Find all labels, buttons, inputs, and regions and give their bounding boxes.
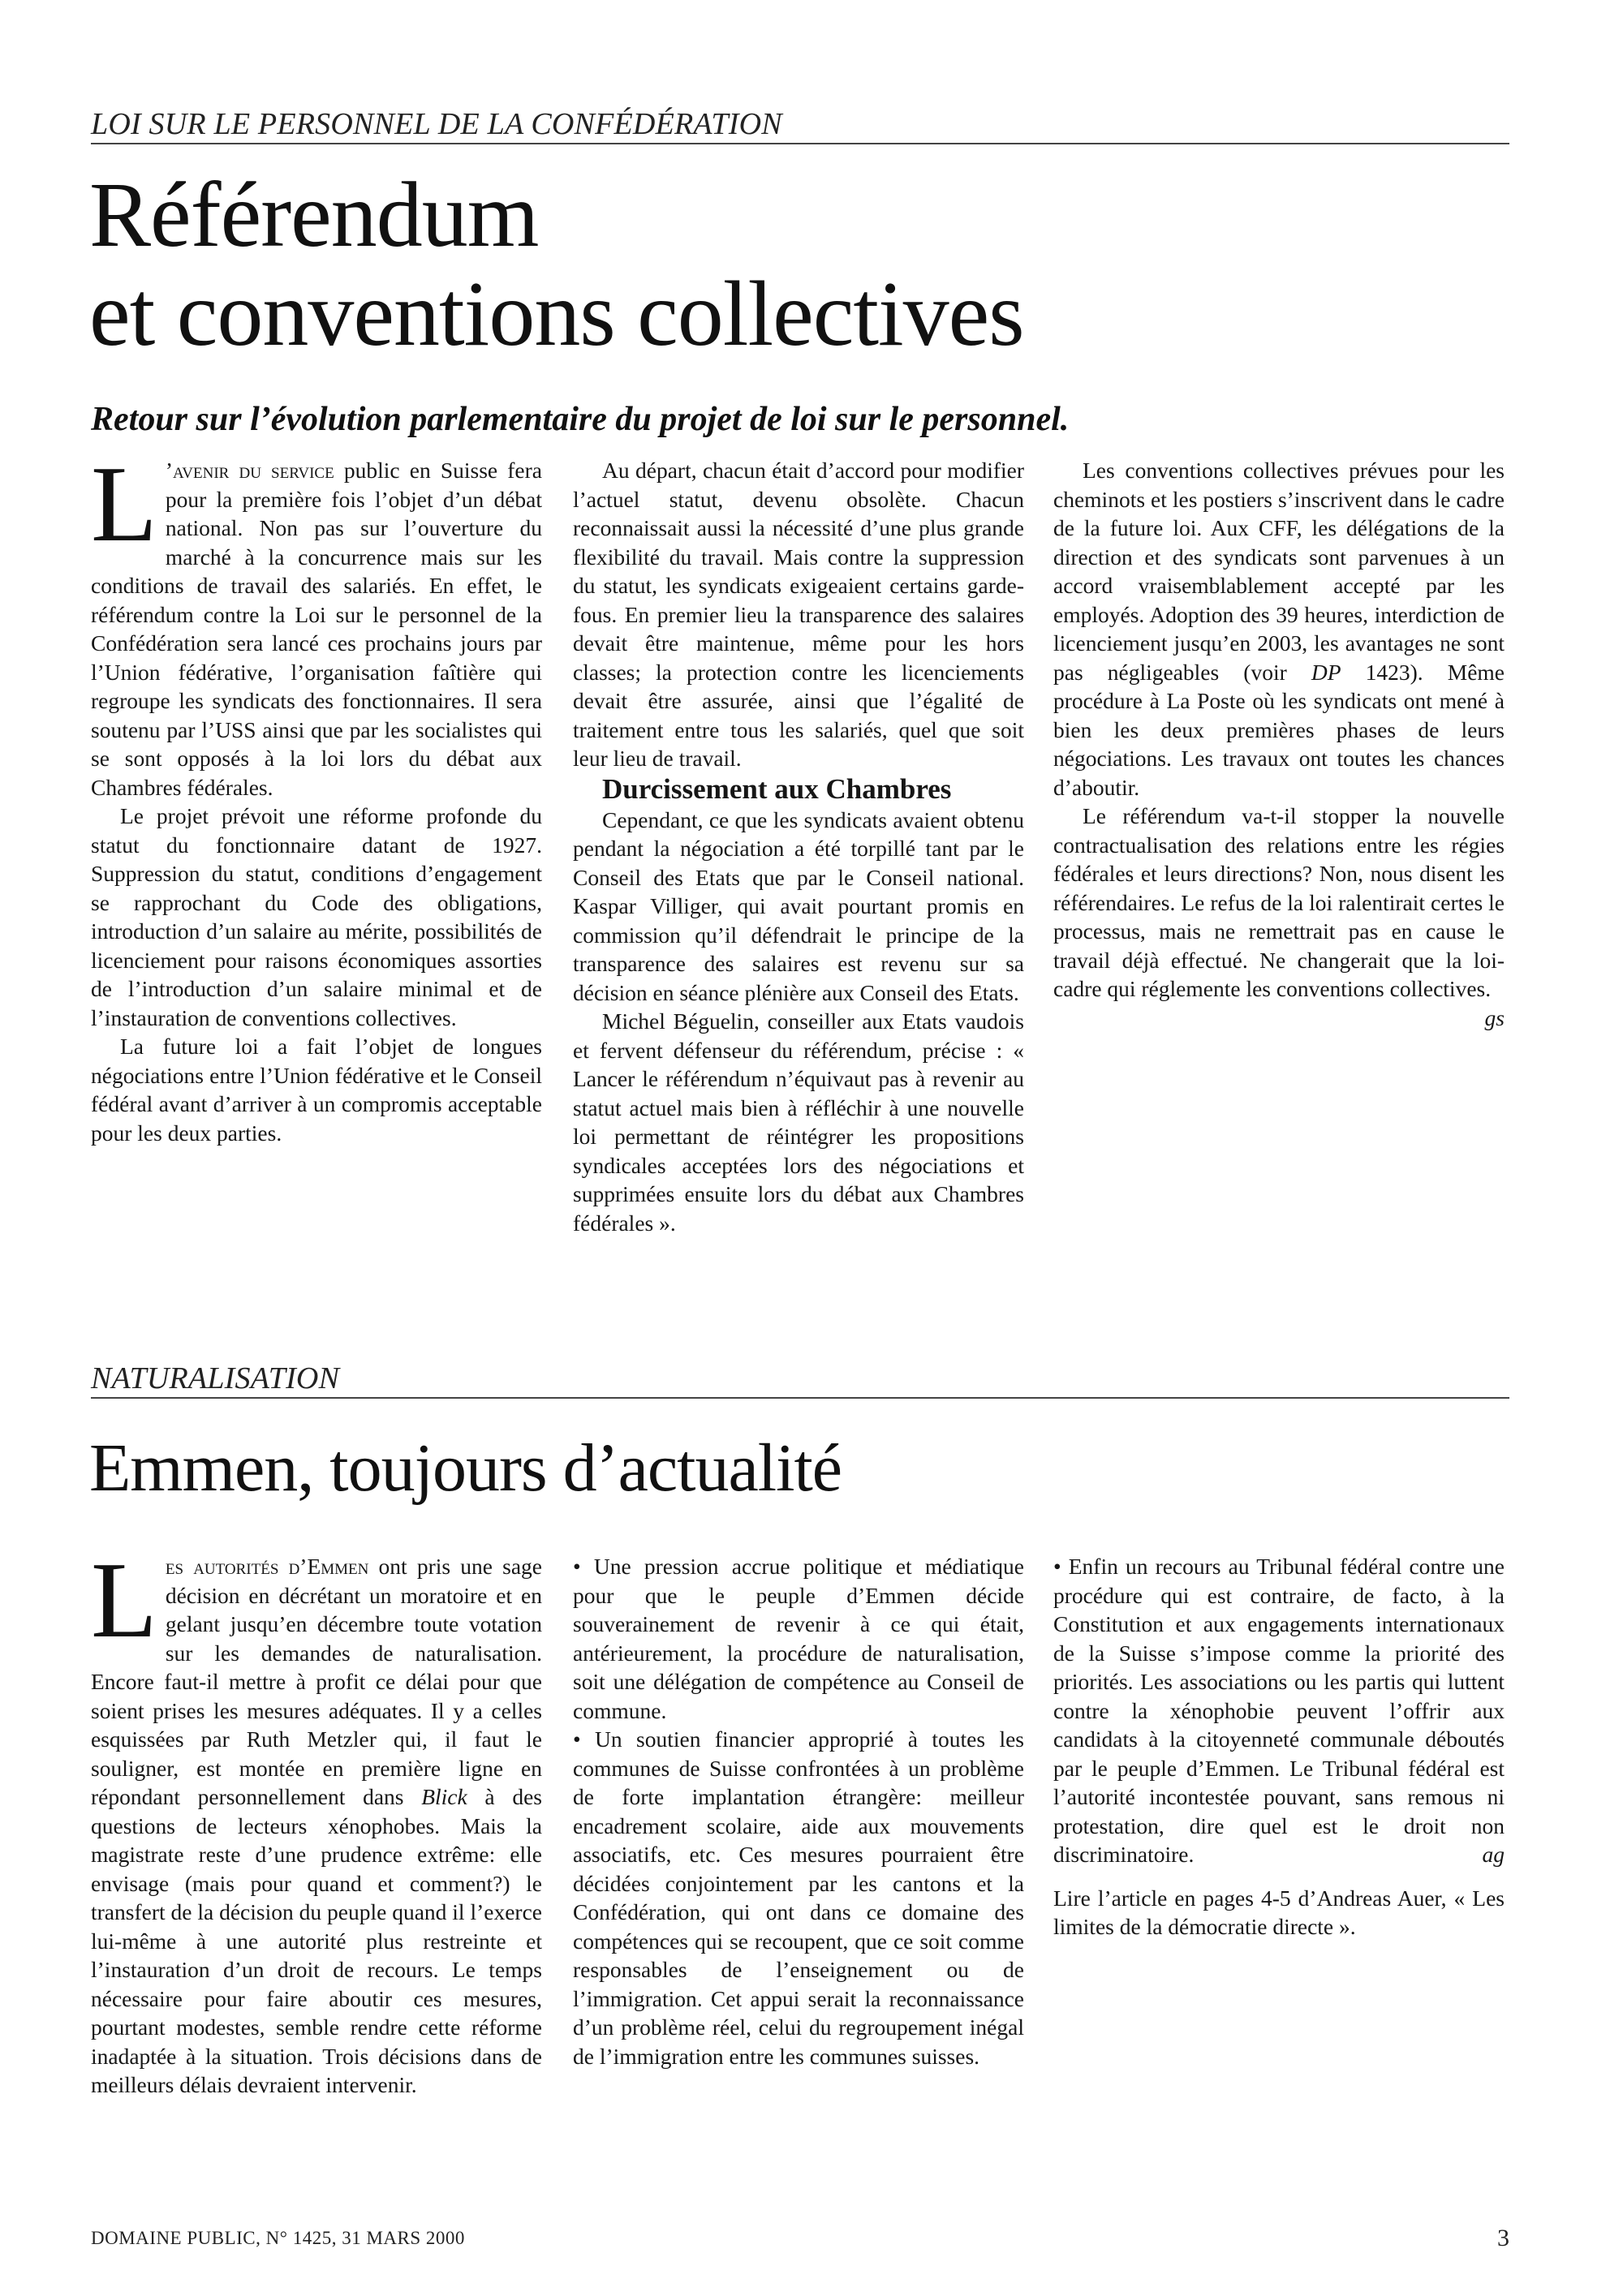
cross-reference-note: Lire l’article en pages 4-5 d’Andreas Auer, « Les limites de la démocratie directe ». [1053, 1885, 1505, 1939]
section-subhead: Durcissement aux Chambres [602, 772, 952, 805]
article1-column-3 [1053, 456, 1505, 1032]
author-signature: ag [1482, 1842, 1505, 1867]
article2-column-1 [91, 1540, 543, 2100]
article-paragraph: Michel Béguelin, conseiller aux Etats vaudois et fervent défenseur du référendum, précise : « Lancer le référendum n’équivaut pas à revenir au statut actuel mais bien à réfléchir à une nouvelle loi permettant de réintégrer les propositions syndicales acceptées lors des négociations et supprimées ensuite lors du débat aux Chambres fédérales ». [573, 1008, 1024, 1236]
article-paragraph: Cependant, ce que les syndicats avaient obtenu pendant la négociation a été torpillé tant par le Conseil des Etats que par le Conseil national. Kaspar Villiger, qui avait pourtant promis en commission qu’il défendrait le principe de la transparence des salaires est revenu sur sa décision en séance plénière aux Conseil des Etats. [573, 806, 1024, 1005]
article2-column-2 [573, 1552, 1024, 2070]
lead-in-smallcaps: es autorités d’Emmen [165, 1554, 369, 1579]
article2-column-3 [1053, 1552, 1505, 1941]
bullet-paragraph: • Un soutien financier approprié à toutes les communes de Suisse confrontées à un problème de forte implantation étrangère: meilleur encadrement scolaire, aide aux mouvements associatifs, etc. Ces mesures pourraient être décidées conjointement par les cantons et la Confédération, qui ont dans ce domaine des compétences qui se recoupent, que ce soit comme responsables de l’enseignement ou de l’immigration. Cet appui serait la reconnaissance d’un problème réel, celui du regroupement inégal de l’immigration entre les communes suisses. [573, 1726, 1024, 2069]
article-paragraph: Le projet prévoit une réforme profonde du statut du fonctionnaire datant de 1927. Suppression du statut, conditions d’engagement se rapprochant du Code des obligations, introduction d’un salaire au mérite, possibilités de licenciement pour raisons économiques assorties de l’introduction d’un salaire minimal et de l’instauration de conventions collectives. [91, 803, 542, 1030]
dp-reference: DP [1311, 659, 1341, 685]
article-headline: Emmen, toujours d’actualité [89, 1430, 842, 1506]
article-headline [89, 163, 1501, 365]
blick-reference: Blick [421, 1784, 467, 1809]
section-kicker: NATURALISATION [91, 1363, 1509, 1399]
lead-in-smallcaps: ’avenir du service [165, 458, 334, 483]
article1-column-2 [573, 456, 1024, 1237]
bullet-paragraph: • Une pression accrue politique et médiatique pour que le peuple d’Emmen décide souverainement de revenir à ce qui était, antérieurement, la procédure de naturalisation, soit une délégation de compétence au Conseil de commune. [573, 1554, 1024, 1723]
headline-line-1: Référendum [89, 163, 539, 266]
drop-cap: L [91, 1540, 157, 1660]
article-paragraph: Au départ, chacun était d’accord pour modifier l’actuel statut, devenu obsolète. Chacun reconnaissait aussi la nécessité d’une plus grande flexibilité du travail. Mais contre la suppression du statut, les syndicats exigeaient certains garde-fous. En premier lieu la transparence des salaires devait être maintenue, même pour les hors classes; la protection contre les licenciements devait être assurée, ainsi que l’égalité de traitement entre tous les salariés, quel que soit leur lieu de travail. [573, 458, 1024, 771]
article1-column-1 [91, 444, 542, 1147]
author-signature: gs [1484, 1004, 1505, 1030]
article-paragraph: Le référendum va-t-il stopper la nouvelle contractualisation des relations entre les régies fédérales et leurs directions? Non, nous disent les référendaires. Le refus de la loi ralentirait certes le processus, mais ne remettrait pas en cause le travail déjà effectué. Ne changerait que la loi-cadre qui réglemente les conventions collectives. gs [1053, 802, 1505, 1004]
article-paragraph: Les autorités d’Emmen ont pris une sage décision en décrétant un moratoire et en gelant jusqu’en décembre toute votation sur les demandes de naturalisation. Encore faut-il mettre à profit ce délai pour que soient prises les mesures adéquates. Il y a celles esquissées par Ruth Metzler qui, il faut le souligner, est montée en première ligne en répondant personnellement dans Blick à des questions de lecteurs xénophobes. Mais la magistrate reste d’une prudence extrême: elle envisage (mais pour quand et comment?) le transfert de la décision du peuple quand il l’exerce lui-même à une autorité plus restreinte et l’instauration d’un droit de recours. Le temps nécessaire pour faire aboutir ces mesures, pourtant modestes, semble rendre cette réforme inadaptée à la situation. Trois décisions dans de meilleurs délais devraient intervenir. [91, 1540, 543, 2097]
page-number: 3 [1497, 2225, 1509, 2251]
article-paragraph [91, 444, 542, 802]
article-lede: Retour sur l’évolution parlementaire du projet de loi sur le personnel. [91, 401, 1070, 438]
paragraph-text: public en Suisse fera pour la première fois l’objet d’un débat national. Non pas sur l’ouverture du marché à la concurrence mais sur les conditions de travail des salariés. En effet, le référendum contre la Loi sur le personnel de la Confédération sera lancé ces prochains jours par l’Union fédérative, l’organisation faîtière qui regroupe les syndicats des fonctionnaires. Il sera soutenu par l’USS ainsi que par les socialistes qui se sont opposés à la loi lors du débat aux Chambres fédérales. [91, 458, 542, 800]
headline-line-2: et conventions collectives [89, 262, 1024, 365]
publication-footer: DOMAINE PUBLIC, N° 1425, 31 MARS 2000 [91, 2228, 465, 2248]
drop-cap: L [91, 444, 157, 564]
bullet-paragraph: • Enfin un recours au Tribunal fédéral contre une procédure qui est contraire, de facto, à la Constitution et aux engagements internationaux de la Suisse s’impose comme la priorité des priorités. Les associations ou les partis qui luttent contre la xénophobie peuvent l’offrir aux candidats à la citoyenneté communale déboutés par le peuple d’Emmen. Le Tribunal fédéral est l’autorité incontestée pouvant, sans remous ni protestation, dire quel est le droit non discriminatoire. ag [1053, 1552, 1505, 1869]
section-kicker: LOI SUR LE PERSONNEL DE LA CONFÉDÉRATION [91, 109, 1509, 144]
article-paragraph: La future loi a fait l’objet de longues négociations entre l’Union fédérative et le Conseil fédéral avant d’arriver à un compromis acceptable pour les deux parties. [91, 1034, 542, 1146]
article-paragraph: Les conventions collectives prévues pour les cheminots et les postiers s’inscrivent dans le cadre de la future loi. Aux CFF, les délégations de la direction et des syndicats sont parvenues à un accord vraisemblablement accepté par les employés. Adoption des 39 heures, interdiction de licenciement jusqu’en 2003, les avantages ne sont pas négligeables (voir DP 1423). Même procédure à La Poste où les syndicats ont mené à bien les deux premières phases de leurs négociations. Les travaux ont toutes les chances d’aboutir. [1053, 458, 1505, 800]
